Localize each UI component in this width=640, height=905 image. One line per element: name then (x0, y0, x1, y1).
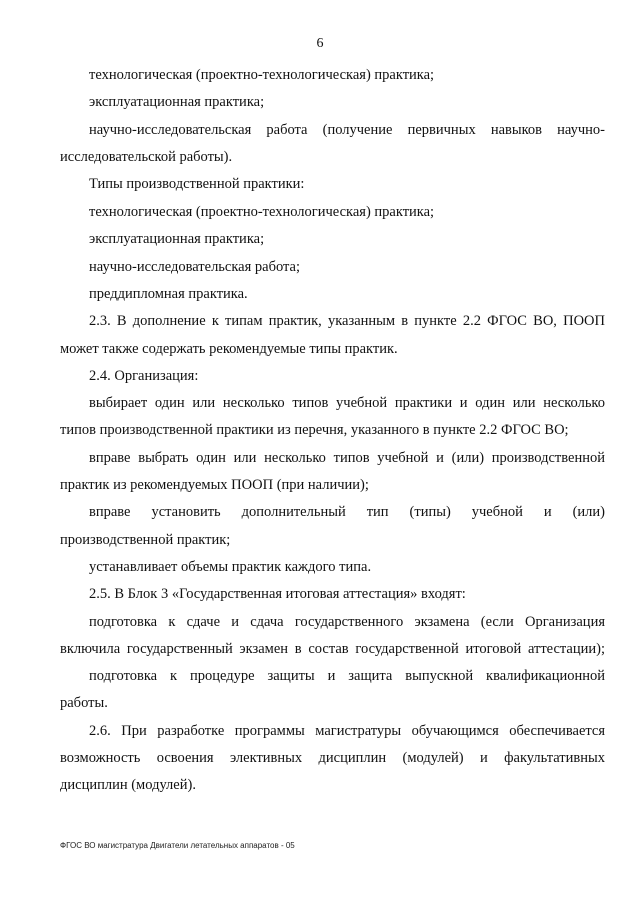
text-line: эксплуатационная практика; (89, 94, 265, 110)
text-line: 2.6. При разработке программы магистратуры обучающимся обеспечивается (89, 723, 605, 739)
text-line: эксплуатационная практика; (89, 231, 265, 247)
text-line: вправе установить дополнительный тип (типы) учебной и (или) (89, 504, 605, 520)
text-line: устанавливает объемы практик каждого типа. (89, 559, 372, 575)
text-line: подготовка к сдаче и сдача государственного экзамена (если Организация (89, 614, 605, 630)
text-line: подготовка к процедуре защиты и защита выпускной квалификационной (89, 668, 605, 684)
text-line: практик из рекомендуемых ПООП (при наличии); (60, 477, 369, 493)
text-line: возможность освоения элективных дисциплин (модулей) и факультативных (60, 750, 605, 766)
text-line: вправе выбрать один или несколько типов учебной и (или) производственной (89, 450, 605, 466)
text-line: Типы производственной практики: (89, 176, 305, 192)
text-line: работы. (60, 695, 108, 711)
document-footer: ФГОС ВО магистратура Двигатели летательных аппаратов - 05 (60, 841, 295, 850)
text-line: технологическая (проектно-технологическая) практика; (89, 67, 435, 83)
text-line: производственной практик; (60, 532, 231, 548)
text-line: научно-исследовательская работа; (89, 259, 301, 275)
text-line: 2.3. В дополнение к типам практик, указанным в пункте 2.2 ФГОС ВО, ПООП (89, 313, 605, 329)
text-line: научно-исследовательская работа (получение первичных навыков научно- (89, 122, 605, 138)
text-line: может также содержать рекомендуемые типы практик. (60, 341, 398, 357)
text-line: включила государственный экзамен в состав государственной итоговой аттестации); (60, 641, 605, 657)
page-number: 6 (316, 36, 324, 51)
text-line: технологическая (проектно-технологическая) практика; (89, 204, 435, 220)
text-line: исследовательской работы). (60, 149, 233, 165)
text-line: типов производственной практики из перечня, указанного в пункте 2.2 ФГОС ВО; (60, 422, 569, 438)
text-line: 2.4. Организация: (89, 368, 199, 384)
text-line: 2.5. В Блок 3 «Государственная итоговая аттестация» входят: (89, 586, 466, 602)
text-line: преддипломная практика. (89, 286, 248, 302)
text-line: дисциплин (модулей). (60, 777, 196, 793)
text-line: выбирает один или несколько типов учебной практики и один или несколько (89, 395, 605, 411)
